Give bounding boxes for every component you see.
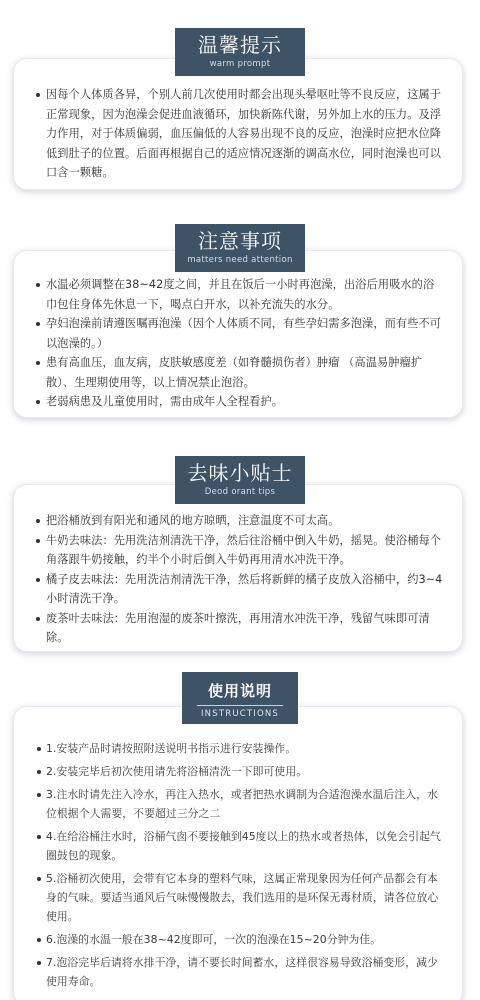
section-subtitle: warm prompt (209, 59, 271, 69)
list-item: 孕妇泡澡前请遵医嘱再泡澡（因个人体质不同，有些孕妇需多泡澡，而有些不可以泡澡的。） (36, 314, 444, 353)
list-item: 水温必须调整在38~42度之间，并且在饭后一小时再泡澡，出浴后用吸水的浴巾包住身体先休息一下，喝点白开水，以补充流失的水分。 (36, 275, 444, 314)
instructions-card (13, 706, 463, 1000)
list-item: 6.泡澡的水温一般在38~42度即可，一次的泡澡在15~20分钟为佳。 (46, 930, 446, 949)
list-item: 5.浴桶初次使用，会带有它本身的塑料气味，这属正常现象因为任何产品都会有本身的气味。要适当通风后气味慢慢散去，我们选用的是环保无毒材质，请各位放心使用。 (46, 869, 446, 926)
bullet-dot (37, 747, 41, 751)
list-item: 橘子皮去味法：先用洗洁剂清洗干净，然后将新鲜的橘子皮放入浴桶中，约3~4小时清洗干净。 (36, 570, 444, 609)
section-title: 温馨提示 (198, 33, 282, 57)
bullet-dot (37, 961, 41, 965)
list-item: 老弱病患及儿童使用时，需由成年人全程看护。 (36, 392, 444, 412)
list-item: 1.安装产品时请按照附送说明书指示进行安装操作。 (46, 739, 446, 758)
bullet-dot (37, 938, 41, 942)
list-item: 废茶叶去味法：先用泡湿的废茶叶擦洗，再用清水冲洗干净，残留气味即可清除。 (36, 609, 444, 648)
section-title: 去味小贴士 (187, 461, 293, 485)
list-item: 因每个人体质各异，个别人前几次使用时都会出现头晕呕吐等不良反应，这属于正常现象，因为泡澡会促进血液循环，加快新陈代谢，另外加上水的压力。及浮力作用，对于体质偏弱，血压偏低的人容易出现不良的反应，泡澡时应把水位降低到肚子的位置。后面再根据自己的适应情况逐渐的调高水位，同时泡澡也可以口含一颗糖。 (36, 85, 444, 183)
list-item: 7.泡浴完毕后请将水排干净，请不要长时间蓄水，这样很容易导致浴桶变形，减少使用寿命。 (46, 953, 446, 991)
list-item: 2.安装完毕后初次使用请先将浴桶清洗一下即可使用。 (46, 762, 446, 781)
list-item: 患有高血压，血友病，皮肤敏感度差（如脊髓损伤者）肿瘤 （高温易肿瘤扩散）、生理期使用等，以上情况禁止泡浴。 (36, 353, 444, 392)
section-subtitle: Deod orant tips (204, 487, 276, 497)
list-item: 牛奶去味法：先用洗洁剂清洗干净，然后往浴桶中倒入牛奶，摇晃。使浴桶每个角落跟牛奶接触，约半个小时后倒入牛奶再用清水冲洗干净。 (36, 531, 444, 570)
list-item: 3.注水时请先注入冷水，再注入热水，或者把热水调制为合适泡澡水温后注入，水位根据个人需要，不要超过三分之二 (46, 785, 446, 823)
instructions-title-tab (182, 672, 298, 724)
section-title: 使用说明 (207, 682, 272, 700)
bullet-dot (37, 877, 41, 881)
bullet-dot (37, 835, 41, 839)
section-subtitle: INSTRUCTIONS (200, 709, 280, 719)
list-item: 把浴桶放到有阳光和通风的地方晾晒，注意温度不可太高。 (36, 511, 444, 531)
bullet-dot (37, 770, 41, 774)
bullet-dot (37, 793, 41, 797)
section-subtitle: matters need attention (187, 255, 293, 265)
list-item: 4.在给浴桶注水时，浴桶气囱不要接触到45度以上的热水或者热体，以免会引起气圈鼓包的现象。 (46, 827, 446, 865)
section-title: 注意事项 (198, 229, 282, 253)
title-divider (197, 705, 283, 706)
